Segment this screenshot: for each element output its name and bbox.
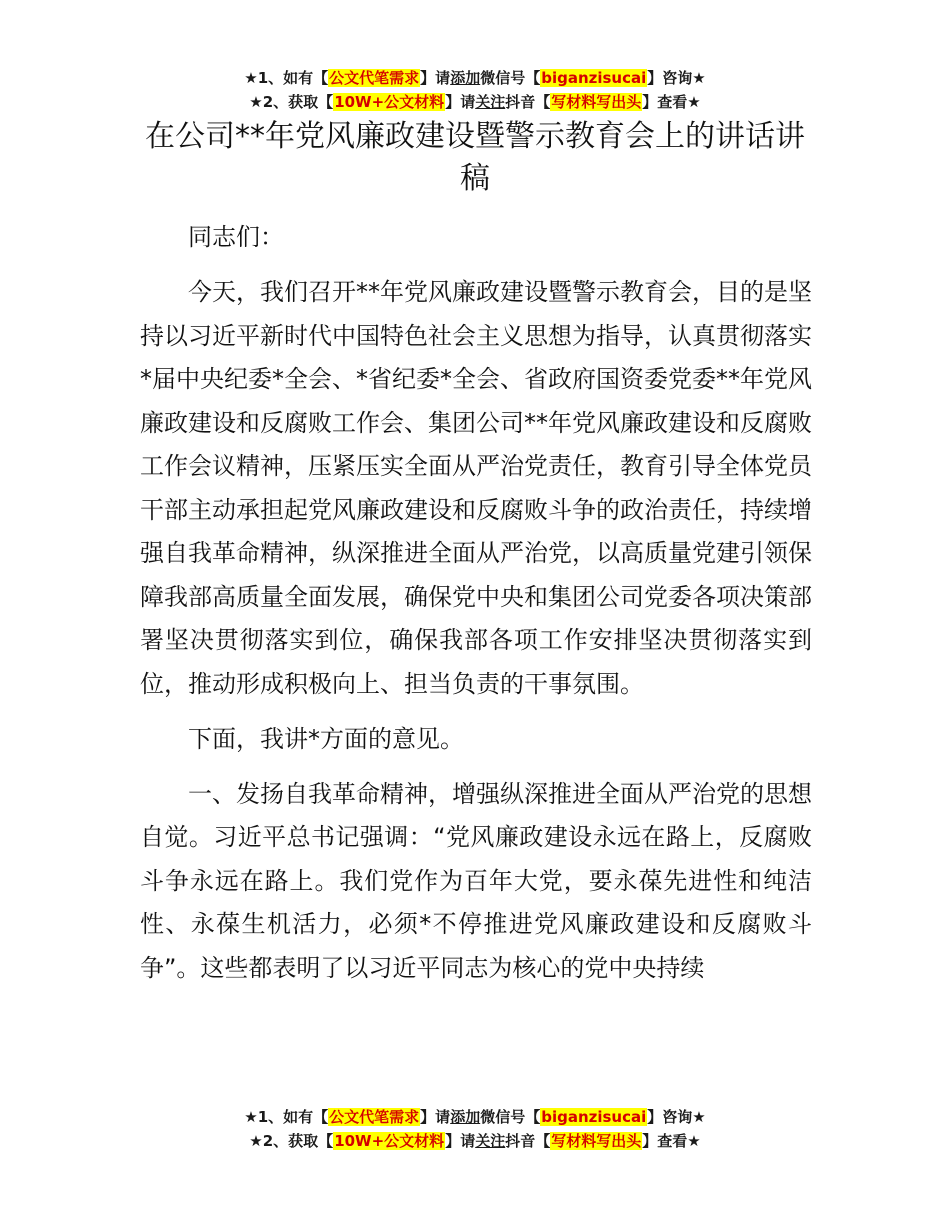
- banner-emphasis: 添加: [450, 1108, 481, 1126]
- banner-emphasis: 添加: [450, 69, 481, 87]
- banner-line-1: [0, 66, 950, 90]
- paragraph-intro: 今天，我们召开**年党风廉政建设暨警示教育会，目的是坚持以习近平新时代中国特色社会主义思想为指导，认真贯彻落实*届中央纪委*全会、*省纪委*全会、省政府国资委党委**年党风廉政建设和反腐败工作会、集团公司**年党风廉政建设和反腐败工作会议精神，压紧压实全面从严治党责任，教育引导全体党员干部主动承担起党风廉政建设和反腐败斗争的政治责任，持续增强自我革命精神，纵深推进全面从严治党，以高质量党建引领保障我部高质量全面发展，确保党中央和集团公司党委各项决策部署坚决贯彻落实到位，确保我部各项工作安排坚决贯彻落实到位，推动形成积极向上、担当负责的干事氛围。: [140, 278, 812, 698]
- banner-text: 】请: [420, 69, 451, 87]
- banner-line-1: [0, 1105, 950, 1129]
- banner-highlight: 10W+公文材料: [334, 1132, 445, 1150]
- banner-highlight: 公文代笔需求: [329, 69, 420, 87]
- banner-line-2: [0, 1129, 950, 1153]
- banner-text: 】请: [445, 1132, 476, 1150]
- header-banner: [0, 66, 950, 114]
- document-title: 在公司**年党风廉政建设暨警示教育会上的讲话讲稿: [145, 119, 805, 196]
- banner-text: 微信号【: [480, 69, 541, 87]
- banner-highlight: 写材料写出头: [551, 1132, 642, 1150]
- salutation: 同志们：: [188, 223, 284, 251]
- banner-text: ★1、如有【: [244, 69, 329, 87]
- banner-highlight: biganzisucai: [541, 1108, 647, 1126]
- banner-text: 】请: [420, 1108, 451, 1126]
- banner-text: ★2、获取【: [249, 93, 334, 111]
- banner-text: 】查看★: [642, 1132, 701, 1150]
- banner-emphasis: 关注: [475, 1132, 506, 1150]
- banner-text: 】咨询★: [647, 1108, 706, 1126]
- banner-text: 】查看★: [642, 93, 701, 111]
- document-body: [140, 216, 812, 1002]
- banner-text: 】咨询★: [647, 69, 706, 87]
- paragraph-transition: 下面，我讲*方面的意见。: [188, 724, 464, 753]
- footer-banner: [0, 1105, 950, 1153]
- banner-emphasis: 关注: [475, 93, 506, 111]
- banner-highlight: 写材料写出头: [551, 93, 642, 111]
- banner-text: 抖音【: [505, 1132, 551, 1150]
- banner-highlight: 10W+公文材料: [334, 93, 445, 111]
- banner-text: 】请: [445, 93, 476, 111]
- banner-highlight: 公文代笔需求: [329, 1108, 420, 1126]
- banner-text: ★1、如有【: [244, 1108, 329, 1126]
- banner-highlight: biganzisucai: [541, 69, 647, 87]
- banner-text: ★2、获取【: [249, 1132, 334, 1150]
- banner-text: 微信号【: [480, 1108, 541, 1126]
- banner-text: 抖音【: [505, 93, 551, 111]
- banner-line-2: [0, 90, 950, 114]
- paragraph-section-1: 一、发扬自我革命精神，增强纵深推进全面从严治党的思想自觉。习近平总书记强调：“党风廉政建设永远在路上，反腐败斗争永远在路上。我们党作为百年大党，要永葆先进性和纯洁性、永葆生机活力，必须*不停推进党风廉政建设和反腐败斗争”。这些都表明了以习近平同志为核心的党中央持续: [140, 779, 812, 982]
